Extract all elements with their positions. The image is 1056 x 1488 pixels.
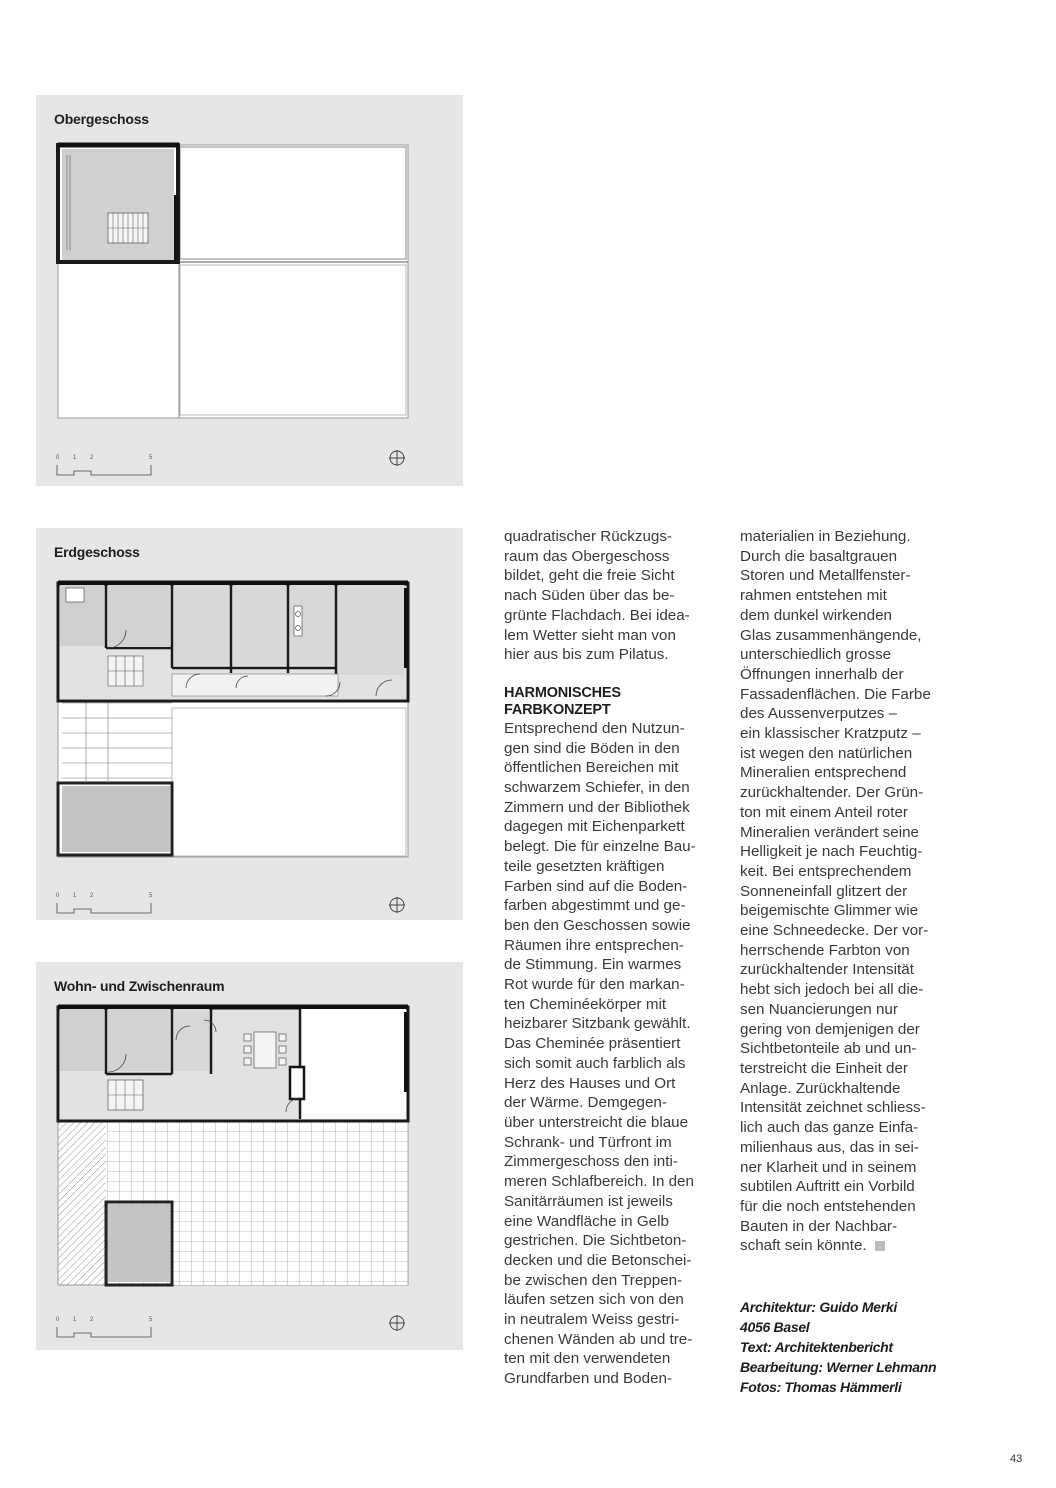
text-line-last (740, 1236, 970, 1256)
text-line: Entsprechend den Nutzun- (504, 719, 685, 737)
text-line: farben abgestimmt und ge- (504, 897, 686, 915)
credit-line: 4056 Basel (740, 1319, 810, 1335)
floor-plan-wohn-und-zwischenraum (36, 962, 463, 1350)
credit-line: Architektur: Guido Merki (740, 1299, 897, 1315)
text-line: schaft sein könnte. (740, 1237, 867, 1255)
text-line: rahmen entstehen mit (740, 587, 887, 605)
text-line: Das Cheminée präsentiert (504, 1035, 681, 1053)
text-line: hebt sich jedoch bei all die- (740, 981, 924, 999)
text-line: Zimmern und der Bibliothek (504, 798, 690, 816)
text-line: Herz des Hauses und Ort (504, 1074, 676, 1092)
text-line: der Wärme. Demgegen- (504, 1094, 667, 1112)
scale-tick-label: 5 (149, 1317, 153, 1323)
text-line: lem Wetter sieht man von (504, 626, 676, 644)
text-line: gering von demjenigen der (740, 1020, 920, 1038)
article-column-1 (504, 527, 726, 1389)
text-line: Bauten in der Nachbar- (740, 1217, 898, 1235)
text-line: Räumen ihre entsprechen- (504, 936, 684, 954)
text-line: Schrank- und Türfront im (504, 1133, 672, 1151)
text-line: ist wegen den natürlichen (740, 744, 913, 762)
text-line: schwarzem Schiefer, in den (504, 779, 690, 797)
text-line: Fassadenflächen. Die Farbe (740, 685, 931, 703)
text-line: des Aussenverputzes – (740, 705, 898, 723)
text-line: meren Schlafbereich. In den (504, 1173, 694, 1191)
text-line: Storen und Metallfenster- (740, 567, 911, 585)
scale-tick-label: 2 (90, 893, 94, 899)
text-line: Öffnungen innerhalb der (740, 665, 904, 683)
text-line: unterschiedlich grosse (740, 646, 892, 664)
text-line: ein klassischer Kratzputz – (740, 725, 921, 743)
text-line: lich auch das ganze Einfa- (740, 1119, 919, 1137)
scale-tick-label: 5 (149, 455, 153, 461)
text-line: milienhaus aus, das in sei- (740, 1138, 919, 1156)
text-line: sich somit auch farblich als (504, 1054, 686, 1072)
text-line: ner Klarheit und in seinem (740, 1158, 917, 1176)
heading-line: FARBKONZEPT (504, 701, 611, 718)
plan-title: Wohn- und Zwischenraum (54, 978, 225, 994)
text-line: für die noch entstehenden (740, 1197, 916, 1215)
text-line: de Stimmung. Ein warmes (504, 956, 682, 974)
text-line: zurückhaltender Intensität (740, 961, 914, 979)
text-line: terstreicht die Einheit der (740, 1059, 908, 1077)
text-line: öffentlichen Bereichen mit (504, 759, 679, 777)
north-arrow-icon (388, 449, 406, 467)
text-line: Zimmergeschoss den inti- (504, 1153, 678, 1171)
section-heading (504, 685, 726, 719)
text-line: hier aus bis zum Pilatus. (504, 646, 669, 664)
scale-tick-label: 0 (56, 455, 60, 461)
text-line: grünte Flachdach. Bei idea- (504, 606, 690, 624)
plan-title: Erdgeschoss (54, 544, 140, 560)
text-line: raum das Obergeschoss (504, 547, 670, 565)
text-line: Intensität zeichnet schliess- (740, 1099, 926, 1117)
text-line: in neutralem Weiss gestri- (504, 1311, 680, 1329)
scale-tick-label: 0 (56, 1317, 60, 1323)
text-line: Rot wurde für den markan- (504, 976, 685, 994)
plan-panel-erdgeschoss (36, 528, 463, 920)
scale-tick-label: 1 (73, 455, 77, 461)
text-line: belegt. Die für einzelne Bau- (504, 838, 696, 856)
text-line: be zwischen den Treppen- (504, 1271, 683, 1289)
text-line: teile gesetzten kräftigen (504, 857, 665, 875)
heading-line: HARMONISCHES (504, 684, 621, 701)
text-line: dagegen mit Eichenparkett (504, 818, 685, 836)
text-line: über unterstreicht die blaue (504, 1113, 689, 1131)
text-line: chenen Wänden ab und tre- (504, 1330, 693, 1348)
text-line: herrschende Farbton von (740, 941, 910, 959)
north-arrow-icon (388, 896, 406, 914)
text-line: ton mit einem Anteil roter (740, 803, 908, 821)
text-line: Mineralien verändert seine (740, 823, 919, 841)
text-line: zurückhaltender. Der Grün- (740, 784, 924, 802)
text-line: decken und die Betonschei- (504, 1251, 692, 1269)
text-line: ten mit den verwendeten (504, 1350, 671, 1368)
text-line: Mineralien entsprechend (740, 764, 907, 782)
scale-tick-label: 2 (90, 1317, 94, 1323)
scale-tick-label: 2 (90, 455, 94, 461)
text-line: Sonneneinfall glitzert der (740, 882, 908, 900)
text-line: beigemischte Glimmer wie (740, 902, 919, 920)
text-line: Anlage. Zurückhaltende (740, 1079, 901, 1097)
text-line: sen Nuancierungen nur (740, 1000, 898, 1018)
text-line: läufen setzen sich von den (504, 1291, 684, 1309)
text-line: eine Wandfläche in Gelb (504, 1212, 669, 1230)
credit-line: Fotos: Thomas Hämmerli (740, 1379, 902, 1395)
scale-tick-label: 1 (73, 893, 77, 899)
plan-panel-wohn-und-zwischenraum (36, 962, 463, 1350)
text-line: Farben sind auf die Boden- (504, 877, 688, 895)
article-column-2 (740, 527, 970, 1256)
text-line: keit. Bei entsprechendem (740, 862, 912, 880)
text-line: eine Schneedecke. Der vor- (740, 922, 929, 940)
floor-plan-erdgeschoss (36, 528, 463, 920)
text-line: quadratischer Rückzugs- (504, 528, 672, 545)
article-credits (740, 1297, 936, 1397)
plan-panel-obergeschoss (36, 95, 463, 486)
scale-tick-label: 0 (56, 893, 60, 899)
floor-plan-obergeschoss (36, 95, 463, 486)
text-line: heizbarer Sitzbank gewählt. (504, 1015, 691, 1033)
plan-title: Obergeschoss (54, 111, 149, 127)
text-line: ten Cheminéekörper mit (504, 995, 667, 1013)
text-line: dem dunkel wirkenden (740, 606, 892, 624)
credit-line: Text: Architektenbericht (740, 1339, 893, 1355)
text-line: gen sind die Böden in den (504, 739, 680, 757)
page-number: 43 (1010, 1453, 1023, 1465)
text-line: materialien in Beziehung. (740, 528, 911, 545)
text-line: Grundfarben und Boden- (504, 1370, 673, 1388)
text-line: Sanitärräumen ist jeweils (504, 1192, 673, 1210)
scale-tick-label: 1 (73, 1317, 77, 1323)
text-line: Glas zusammenhängende, (740, 626, 922, 644)
text-line: subtilen Auftritt ein Vorbild (740, 1178, 915, 1196)
scale-tick-label: 5 (149, 893, 153, 899)
body-paragraph (504, 719, 726, 1389)
end-of-article-mark (875, 1241, 885, 1251)
text-line: ben den Geschossen sowie (504, 916, 691, 934)
text-line: bildet, geht die freie Sicht (504, 567, 675, 585)
intro-paragraph (504, 527, 726, 665)
text-line: Helligkeit je nach Feuchtig- (740, 843, 923, 861)
credit-line: Bearbeitung: Werner Lehmann (740, 1359, 937, 1375)
text-line: Sichtbetonteile ab und un- (740, 1040, 917, 1058)
north-arrow-icon (388, 1314, 406, 1332)
text-line: Durch die basaltgrauen (740, 547, 898, 565)
text-line: gestrichen. Die Sichtbeton- (504, 1232, 687, 1250)
text-line: nach Süden über das be- (504, 587, 675, 605)
